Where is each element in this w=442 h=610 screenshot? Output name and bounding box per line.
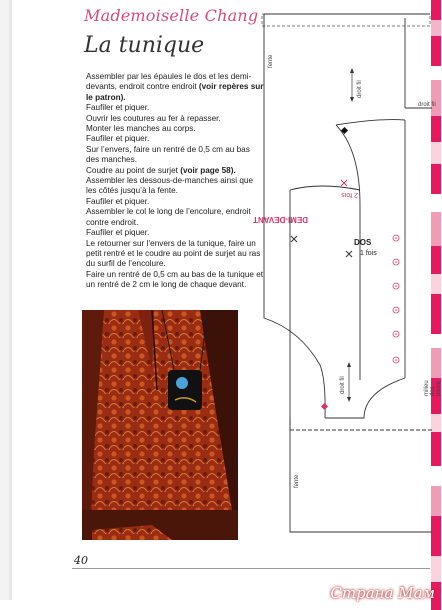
dos-label: DOS xyxy=(354,238,372,247)
demi-devant-count: 2 fois xyxy=(341,191,358,198)
instruction-line: Faufiler et piquer. xyxy=(86,228,150,238)
page-title: La tunique xyxy=(84,33,205,58)
model-photo xyxy=(82,310,238,540)
instruction-line: Assembler le col le long de l’encolure, endroit contre endroit. xyxy=(86,207,251,227)
droit-fil-label-right: droit fil xyxy=(418,102,436,108)
instruction-line: Faufiler et piquer. xyxy=(86,103,150,113)
demi-devant-label: DEMI-DEVANT xyxy=(253,215,308,224)
footer-rule xyxy=(72,568,430,569)
instruction-line: Faufiler et piquer. xyxy=(86,134,150,144)
watermark-logo: Страна Мам xyxy=(330,584,435,602)
fente-label-bottom: fente xyxy=(294,474,300,488)
instruction-line: Assembler les dessous-de-manches ainsi que les côtés jusqu’à la fente. xyxy=(86,176,254,196)
droit-fil-label-bottom: droit fil xyxy=(340,376,346,394)
book-spine xyxy=(0,0,12,610)
instruction-line: Faire un rentré de 0,5 cm au bas de la tunique et un rentré de 2 cm le long de chaque devant. xyxy=(86,269,264,290)
instruction-line: Coudre au point de surjet (voir page 58). xyxy=(86,165,236,175)
milieu-dos-label: milieu dos pliure xyxy=(424,380,442,396)
instruction-line: Ouvrir les coutures au fer à repasser. xyxy=(86,113,221,123)
dos-count: 1 fois xyxy=(360,250,377,257)
droit-fil-label-top: droit fil xyxy=(357,80,363,98)
edge-stripes xyxy=(431,0,441,610)
instruction-line: Sur l’envers, faire un rentré de 0,5 cm au bas des manches. xyxy=(86,144,250,165)
brand-title: Mademoiselle Chang xyxy=(84,6,259,25)
page-number: 40 xyxy=(74,554,88,567)
instruction-line: Assembler par les épaules le dos et les demi-devants, endroit contre endroit (voir repères sur le patron). xyxy=(86,72,264,102)
instructions-text xyxy=(86,72,264,291)
fente-label-top: fente xyxy=(268,54,274,68)
instruction-line: Le retourner sur l’envers de la tunique, faire un petit rentré et le coudre au point de surjet au ras du surfil de l’encolure. xyxy=(86,238,261,269)
instruction-line: Monter les manches au corps. xyxy=(86,124,196,134)
instruction-line: Faufiler et piquer. xyxy=(86,196,150,206)
